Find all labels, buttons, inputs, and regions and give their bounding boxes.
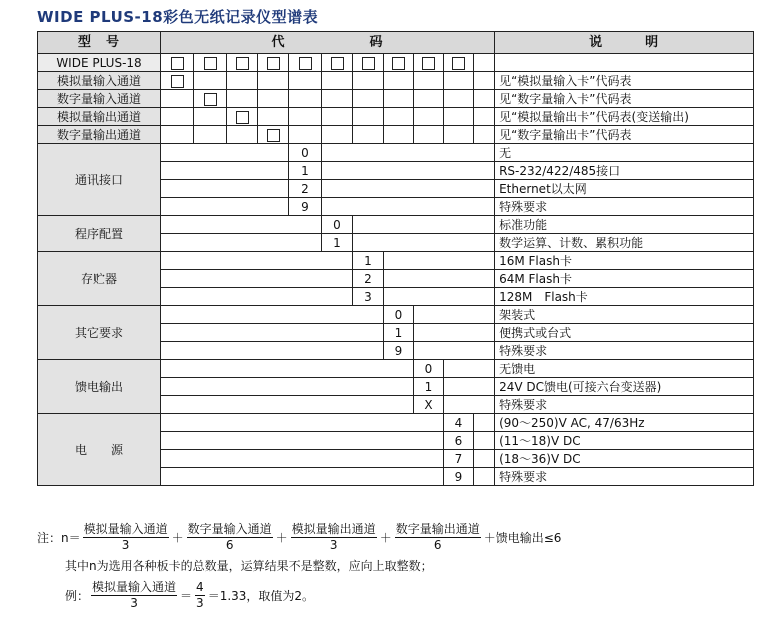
prog-code-1: 1 [322, 234, 353, 252]
row-label-ao: 模拟量输出通道 [38, 108, 161, 126]
storage-code-0: 1 [353, 252, 384, 270]
fraction-do-numerator: 数字量输出通道 [395, 522, 480, 536]
power-code-3: 9 [444, 468, 474, 486]
row-desc-ao: 见“模拟量输出卡”代码表(变送输出) [495, 108, 754, 126]
row-label-do: 数字量输出通道 [38, 126, 161, 144]
comm-desc-1: RS-232/422/485接口 [495, 162, 754, 180]
power-code-1: 6 [444, 432, 474, 450]
comm-desc-2: Ethernet以太网 [495, 180, 754, 198]
storage-desc-2: 128M Flash卡 [495, 288, 754, 306]
example-result: ＝1.33，取值为2。 [207, 589, 315, 603]
fraction-ao-denominator: 3 [329, 538, 338, 552]
fraction-ai-denominator: 3 [121, 538, 130, 552]
note-rounding: 其中n为选用各种板卡的总数量，运算结果不是整数，应向上取整数； [65, 559, 433, 573]
feed-desc-0: 无馈电 [495, 360, 754, 378]
comm-desc-0: 无 [495, 144, 754, 162]
prog-desc-1: 数学运算、计数、累积功能 [495, 234, 754, 252]
feed-desc-1: 24V DC馈电(可接六台变送器) [495, 378, 754, 396]
header-model: 型 号 [38, 32, 161, 54]
example-line [65, 580, 737, 611]
storage-code-2: 3 [353, 288, 384, 306]
plus-sign: ＋ [379, 531, 392, 545]
row-desc-do: 见“数字量输出卡”代码表 [495, 126, 754, 144]
storage-desc-0: 16M Flash卡 [495, 252, 754, 270]
code-box-8 [392, 57, 405, 70]
comm-code-3: 9 [289, 198, 322, 216]
header-code: 代 码 [161, 32, 495, 54]
example-fraction-2-numerator: 4 [196, 580, 204, 594]
example-fraction [91, 580, 177, 611]
box-ai [171, 75, 184, 88]
comm-code-1: 1 [289, 162, 322, 180]
equals-sign: ＝ [180, 589, 193, 603]
power-desc-1: (11～18)V DC [495, 432, 754, 450]
example-fraction-2-denominator: 3 [196, 596, 204, 610]
feed-desc-2: 特殊要求 [495, 396, 754, 414]
row-label-ai: 模拟量输入通道 [38, 72, 161, 90]
box-do [267, 129, 280, 142]
group-label-comm: 通讯接口 [38, 144, 161, 216]
other-code-1: 1 [384, 324, 414, 342]
page-title: WIDE PLUS-18彩色无纸记录仪型谱表 [37, 8, 319, 26]
formula-tail: ＋馈电输出≤6 [483, 531, 562, 545]
fraction-ai-numerator: 模拟量输入通道 [83, 522, 168, 536]
comm-code-0: 0 [289, 144, 322, 162]
code-box-1 [171, 57, 184, 70]
example-prefix: 例： [65, 589, 90, 603]
fraction-do-denominator: 6 [433, 538, 442, 552]
power-desc-2: (18～36)V DC [495, 450, 754, 468]
fraction-ai [83, 522, 169, 553]
code-box-6 [331, 57, 344, 70]
feed-code-1: 1 [414, 378, 444, 396]
code-box-3 [236, 57, 249, 70]
model-spec-table [37, 31, 754, 486]
code-box-9 [422, 57, 435, 70]
example-fraction-numerator: 模拟量输入通道 [92, 580, 177, 594]
box-di [204, 93, 217, 106]
model-name: WIDE PLUS-18 [38, 54, 161, 72]
power-code-0: 4 [444, 414, 474, 432]
feed-code-0: 0 [414, 360, 444, 378]
code-box-4 [267, 57, 280, 70]
other-desc-0: 架装式 [495, 306, 754, 324]
storage-code-1: 2 [353, 270, 384, 288]
row-desc-di: 见“数字量输入卡”代码表 [495, 90, 754, 108]
storage-desc-1: 64M Flash卡 [495, 270, 754, 288]
group-label-power: 电 源 [38, 414, 161, 486]
other-code-0: 0 [384, 306, 414, 324]
prog-code-0: 0 [322, 216, 353, 234]
example-fraction-denominator: 3 [130, 596, 138, 610]
fraction-ao-numerator: 模拟量输出通道 [291, 522, 376, 536]
group-label-prog: 程序配置 [38, 216, 161, 252]
code-box-10 [452, 57, 465, 70]
code-box-7 [362, 57, 375, 70]
other-code-2: 9 [384, 342, 414, 360]
code-box-5 [299, 57, 312, 70]
notes-section [37, 522, 737, 611]
header-desc: 说 明 [495, 32, 754, 54]
box-ao [236, 111, 249, 124]
fraction-do [395, 522, 481, 553]
prog-desc-0: 标准功能 [495, 216, 754, 234]
other-desc-1: 便携式或台式 [495, 324, 754, 342]
row-label-di: 数字量输入通道 [38, 90, 161, 108]
formula-prefix: 注：n＝ [37, 531, 81, 545]
group-label-other: 其它要求 [38, 306, 161, 360]
other-desc-2: 特殊要求 [495, 342, 754, 360]
group-label-storage: 存贮器 [38, 252, 161, 306]
formula-line [37, 522, 737, 553]
power-desc-3: 特殊要求 [495, 468, 754, 486]
feed-code-2: X [414, 396, 444, 414]
fraction-di-numerator: 数字量输入通道 [187, 522, 272, 536]
example-fraction-2 [195, 580, 205, 611]
row-desc-ai: 见“模拟量输入卡”代码表 [495, 72, 754, 90]
comm-desc-3: 特殊要求 [495, 198, 754, 216]
fraction-di [187, 522, 273, 553]
code-box-2 [204, 57, 217, 70]
comm-code-2: 2 [289, 180, 322, 198]
group-label-feed: 馈电输出 [38, 360, 161, 414]
power-code-2: 7 [444, 450, 474, 468]
fraction-ao [291, 522, 377, 553]
plus-sign: ＋ [171, 531, 184, 545]
plus-sign: ＋ [275, 531, 288, 545]
power-desc-0: (90～250)V AC, 47/63Hz [495, 414, 754, 432]
fraction-di-denominator: 6 [225, 538, 234, 552]
